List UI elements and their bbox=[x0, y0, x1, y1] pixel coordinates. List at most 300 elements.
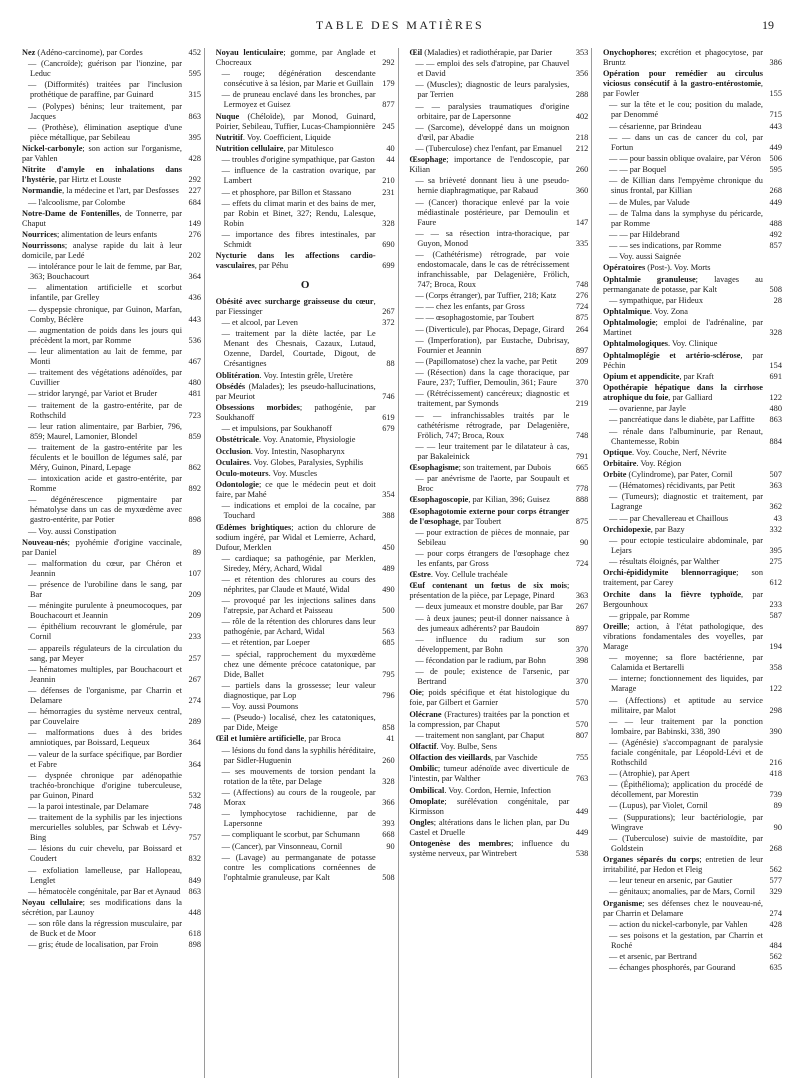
entry-text: Opium et appendicite, par Kraft bbox=[602, 371, 714, 381]
index-entry bbox=[603, 525, 782, 535]
entry-text: — leur alimentation au lait de femme, par Monti bbox=[28, 347, 182, 366]
entry-text: — traitement de la gastro-entérite par les féculents et le bouillon de légumes salé, par Méry, Guinon, Pinard, Lepage bbox=[28, 442, 182, 472]
index-subentry bbox=[22, 813, 201, 843]
index-entry bbox=[409, 155, 588, 175]
index-subentry bbox=[603, 557, 782, 567]
entry-page: 618 bbox=[188, 929, 201, 939]
entry-page: 746 bbox=[382, 391, 395, 401]
entry-page: 570 bbox=[575, 719, 589, 729]
index-entry bbox=[216, 297, 395, 317]
entry-page: 863 bbox=[188, 111, 201, 121]
index-subentry bbox=[216, 809, 395, 829]
index-entry bbox=[603, 339, 782, 349]
entry-page: 857 bbox=[769, 241, 782, 251]
index-entry bbox=[216, 469, 395, 479]
entry-text: Ophtalmique. Voy. Zona bbox=[602, 307, 688, 316]
entry-text: — dyspepsie chronique, par Guinon, Marfan, Comby, Béclère bbox=[28, 304, 182, 324]
entry-text: Nouveau-nés; pyohémie d'origine vaccinale, par Daniel bbox=[22, 537, 182, 557]
entry-text: — malformation du cœur, par Chéron et Jeannin bbox=[28, 558, 182, 578]
entry-text: — (Cancer) thoracique enlevé par la voie médiastinale postérieure, par Demoulin et Faure bbox=[415, 197, 570, 227]
entry-text: — et impulsions, par Soukhanoff bbox=[221, 424, 332, 434]
entry-text: — (Rétrécissement) cancéreux; diagnostic et traitement, par Symonds bbox=[415, 389, 570, 409]
entry-text: Nuque (Chéloïde), par Monod, Guinard, Poirier, Sebileau, Tuffier, Lucas-Championnière bbox=[215, 111, 376, 131]
entry-text: — (Diverticule), par Phocas, Depage, Girard bbox=[415, 324, 565, 334]
entry-page: 398 bbox=[575, 656, 589, 665]
entry-text: — résultats éloignés, par Walther bbox=[608, 557, 720, 567]
entry-text: — (Suppurations); leur bactériologie, par Wingrave bbox=[608, 812, 763, 832]
index-subentry bbox=[216, 199, 395, 229]
index-subentry bbox=[22, 389, 201, 399]
column-4 bbox=[603, 48, 782, 1078]
entry-text: Oculo-moteurs. Voy. Muscles bbox=[215, 468, 318, 478]
entry-text: Orchi-épididymite blennorragique; son traitement, par Carey bbox=[602, 568, 763, 588]
entry-page: 89 bbox=[773, 801, 782, 811]
entry-page: 370 bbox=[575, 378, 589, 388]
entry-page: 448 bbox=[188, 907, 201, 917]
entry-text: — (Tumeurs); diagnostic et traitement, par Lagrange bbox=[608, 492, 763, 512]
entry-text: Œsophage; importance de l'endoscopie, par Kilian bbox=[409, 155, 570, 175]
entry-page: 219 bbox=[575, 399, 589, 409]
entry-page: 147 bbox=[575, 217, 589, 227]
index-subentry bbox=[409, 549, 588, 569]
index-subentry bbox=[603, 154, 782, 164]
index-entry bbox=[409, 688, 588, 708]
entry-text: — alimentation artificielle et scorbut infantile, par Grelley bbox=[28, 283, 182, 303]
entry-text: Ombilic; tumeur adénoïde avec diverticule de l'intestin, par Walther bbox=[409, 764, 570, 784]
index-subentry bbox=[603, 876, 782, 886]
index-entry bbox=[409, 463, 588, 473]
entry-page: 724 bbox=[575, 558, 589, 568]
entry-page: 739 bbox=[769, 790, 782, 800]
entry-page: 898 bbox=[188, 515, 201, 525]
entry-page: 402 bbox=[575, 111, 589, 121]
entry-text: Noyau cellulaire; ses modifications dans la sécrétion, par Launoy bbox=[22, 897, 182, 917]
index-entry bbox=[409, 48, 588, 58]
index-subentry bbox=[216, 69, 395, 89]
index-entry bbox=[409, 753, 588, 763]
entry-page: 88 bbox=[386, 359, 395, 369]
entry-text: — hémorragies du système nerveux central, par Couvelaire bbox=[28, 707, 182, 727]
index-entry bbox=[22, 144, 201, 164]
entry-text: Organes séparés du corps; entretien de leur irritabilité, par Hedon et Fleig bbox=[602, 855, 763, 874]
entry-page: 275 bbox=[769, 557, 782, 567]
entry-text: Nutrition cellulaire, par Mitulesco bbox=[215, 143, 334, 153]
entry-text: — leur ration alimentaire, par Barbier, 796, 859; Maurel, Lamonier, Blondel bbox=[28, 421, 182, 441]
index-entry bbox=[603, 275, 782, 295]
entry-text: Obésité avec surcharge graisseuse du cœur, par Fiessinger bbox=[215, 297, 376, 317]
index-subentry bbox=[603, 198, 782, 208]
index-subentry bbox=[216, 638, 395, 648]
entry-page: 587 bbox=[769, 610, 782, 620]
entry-text: — sur la tête et le cou; position du malade, par Denommé bbox=[608, 100, 763, 120]
entry-text: — dyspnée chronique par adénopathie trachéo-bronchique d'origine tuberculeuse, par Guinon, Pinard bbox=[28, 770, 182, 800]
entry-page: 875 bbox=[575, 313, 589, 323]
entry-text: — césarienne, par Brindeau bbox=[608, 121, 702, 131]
entry-page: 90 bbox=[580, 537, 589, 547]
entry-text: Olécrane (Fractures) traitées par la ponction et la compression, par Chaput bbox=[409, 709, 570, 729]
entry-text: — — ses indications, par Romme bbox=[608, 241, 722, 251]
entry-text: Orbitaire. Voy. Région bbox=[602, 458, 682, 468]
index-subentry bbox=[603, 492, 782, 512]
entry-text: — — par Boquel bbox=[608, 165, 667, 175]
index-subentry bbox=[603, 674, 782, 694]
entry-text: Œil (Maladies) et radiothérapie, par Darier bbox=[409, 48, 553, 57]
entry-page: 149 bbox=[188, 218, 201, 228]
entry-page: 723 bbox=[188, 410, 201, 420]
entry-page: 209 bbox=[188, 590, 201, 600]
entry-page: 595 bbox=[188, 69, 201, 79]
entry-page: 679 bbox=[382, 424, 395, 434]
index-entry bbox=[22, 241, 201, 261]
index-subentry bbox=[216, 166, 395, 186]
index-subentry bbox=[22, 771, 201, 801]
index-subentry bbox=[409, 528, 588, 548]
entry-text: Orbite (Cylindrome), par Pater, Cornil bbox=[602, 470, 733, 480]
index-subentry bbox=[409, 102, 588, 122]
entry-text: Opératoires (Post-). Voy. Morts bbox=[602, 263, 711, 273]
entry-text: — fécondation par le radium, par Bohn bbox=[415, 656, 546, 665]
entry-page: 292 bbox=[382, 58, 395, 67]
entry-text: — et alcool, par Leven bbox=[221, 318, 298, 328]
index-entry bbox=[603, 383, 782, 403]
entry-text: Olfaction des vieillards, par Vaschide bbox=[409, 753, 538, 763]
index-subentry bbox=[603, 133, 782, 153]
entry-text: — (Tuberculose) chez l'enfant, par Emanuel bbox=[415, 143, 563, 153]
column-1 bbox=[22, 48, 205, 1078]
index-subentry bbox=[216, 853, 395, 883]
entry-text: Nitrite d'amyle en inhalations dans l'hystérie, par Hirtz et Louste bbox=[22, 165, 182, 185]
entry-text: — (Résection) dans la cage thoracique, par Faure, 237; Tuffier, Demoulin, 361; Faure bbox=[415, 368, 570, 388]
entry-page: 892 bbox=[188, 484, 201, 494]
entry-text: — la paroi intestinale, par Delamare bbox=[28, 801, 149, 811]
index-subentry bbox=[22, 368, 201, 388]
page-header bbox=[0, 0, 800, 40]
index-subentry bbox=[22, 305, 201, 325]
entry-page: 443 bbox=[769, 121, 782, 131]
entry-page: 298 bbox=[769, 705, 782, 715]
index-entry bbox=[216, 371, 395, 381]
entry-page: 577 bbox=[769, 876, 782, 886]
entry-text: Opération pour remédier au circulus viciosus consécutif à la gastro-entérostomie, par Fowler bbox=[602, 69, 763, 99]
index-subentry bbox=[409, 368, 588, 388]
index-subentry bbox=[22, 198, 201, 208]
entry-text: Nutritif. Voy. Coefficient, Liquide bbox=[215, 132, 331, 142]
index-subentry bbox=[409, 336, 588, 356]
index-subentry bbox=[216, 746, 395, 766]
index-entry bbox=[603, 470, 782, 480]
entry-page: 209 bbox=[575, 357, 589, 366]
entry-page: 863 bbox=[769, 415, 782, 425]
entry-page: 267 bbox=[575, 602, 589, 612]
index-subentry bbox=[22, 401, 201, 421]
entry-page: 452 bbox=[188, 48, 201, 57]
entry-page: 370 bbox=[575, 644, 589, 654]
entry-text: — — par Chevallereau et Chaillous bbox=[608, 513, 729, 523]
index-subentry bbox=[216, 830, 395, 840]
index-subentry bbox=[603, 404, 782, 414]
entry-page: 538 bbox=[575, 849, 589, 859]
index-entry bbox=[22, 165, 201, 185]
index-subentry bbox=[603, 717, 782, 737]
entry-text: — son rôle dans la régression musculaire, par de Buck et de Moor bbox=[28, 919, 182, 939]
entry-text: Œsophagotomie externe pour corps étranger de l'œsophage, par Toubert bbox=[409, 506, 570, 526]
index-subentry bbox=[409, 614, 588, 634]
index-subentry bbox=[409, 198, 588, 228]
entry-text: — de poule; existence de l'arsenic, par Bertrand bbox=[415, 667, 570, 687]
index-entry bbox=[409, 742, 588, 752]
entry-text: — sympathique, par Hideux bbox=[608, 295, 703, 305]
entry-page: 562 bbox=[769, 952, 782, 962]
entry-page: 507 bbox=[769, 470, 782, 480]
index-subentry bbox=[603, 769, 782, 779]
entry-page: 724 bbox=[575, 302, 589, 312]
entry-text: — (Corps étranger), par Tuffier, 218; Katz bbox=[415, 291, 557, 301]
entry-text: — pancréatique dans le diabète, par Laffitte bbox=[608, 415, 755, 425]
entry-text: Ongles; altérations dans le lichen plan, par Du Castel et Druelle bbox=[409, 817, 570, 837]
entry-text: — traitement par la diète lactée, par Le Menant des Chesnais, Cazaux, Lutaud, Ozenne, Dardel, Courtade, Digout, de Crésantignes bbox=[221, 329, 376, 369]
entry-page: 335 bbox=[575, 238, 589, 248]
entry-page: 363 bbox=[575, 591, 589, 601]
index-subentry bbox=[409, 250, 588, 290]
entry-page: 315 bbox=[188, 90, 201, 100]
index-entry bbox=[409, 797, 588, 817]
index-entry bbox=[409, 764, 588, 784]
entry-text: — importance des fibres intestinales, par Schmidt bbox=[221, 229, 376, 249]
entry-page: 233 bbox=[769, 599, 782, 609]
entry-text: — gris; étude de localisation, par Froin bbox=[28, 940, 159, 950]
entry-page: 480 bbox=[769, 404, 782, 414]
entry-text: — (Polypes) bénins; leur traitement, par Jacques bbox=[28, 101, 182, 121]
index-subentry bbox=[603, 952, 782, 962]
column-2 bbox=[216, 48, 399, 1078]
index-subentry bbox=[603, 241, 782, 251]
entry-text: — — paralysies traumatiques d'origine orbitaire, par de Lapersonne bbox=[415, 101, 570, 121]
entry-page: 328 bbox=[382, 218, 395, 228]
entry-text: — — pour bassin oblique ovalaire, par Véron bbox=[608, 153, 761, 163]
entry-page: 449 bbox=[575, 827, 589, 837]
index-subentry bbox=[409, 357, 588, 367]
index-subentry bbox=[216, 596, 395, 616]
entry-page: 862 bbox=[188, 462, 201, 472]
index-subentry bbox=[603, 920, 782, 930]
entry-text: — (Cathétérisme) rétrograde, par voie endostomacale, dans le cas de rétrécissement infranchissable, par Delagenière, Frölich, 747; Broca, Roux bbox=[415, 249, 570, 289]
index-subentry bbox=[409, 389, 588, 409]
entry-page: 748 bbox=[188, 801, 201, 811]
entry-page: 289 bbox=[188, 717, 201, 727]
entry-text: — Voy. aussi Poumons bbox=[221, 702, 299, 711]
entry-page: 274 bbox=[188, 696, 201, 705]
index-subentry bbox=[216, 188, 395, 198]
index-subentry bbox=[216, 155, 395, 165]
entry-page: 212 bbox=[575, 143, 589, 153]
entry-page: 370 bbox=[575, 677, 589, 687]
index-subentry bbox=[603, 514, 782, 524]
entry-text: — (Affections) au cours de la rougeole, par Morax bbox=[221, 787, 376, 807]
entry-page: 791 bbox=[575, 451, 589, 461]
entry-text: — leur teneur en arsenic, par Gautier bbox=[608, 876, 733, 886]
entry-text: — — sa résection intra-thoracique, par Guyon, Monod bbox=[415, 228, 570, 248]
entry-page: 668 bbox=[382, 830, 395, 840]
index-subentry bbox=[409, 144, 588, 154]
entry-text: Œstre. Voy. Cellule trachéale bbox=[409, 570, 508, 580]
index-subentry bbox=[603, 230, 782, 240]
index-subentry bbox=[409, 667, 588, 687]
index-subentry bbox=[22, 707, 201, 727]
index-subentry bbox=[22, 580, 201, 600]
entry-page: 210 bbox=[382, 176, 395, 186]
index-entry bbox=[409, 818, 588, 838]
entry-text: — influence du radium sur son développement, par Bohn bbox=[415, 634, 570, 654]
index-entry bbox=[216, 480, 395, 500]
index-subentry bbox=[22, 844, 201, 864]
entry-text: — pour corps étrangers de l'œsophage chez les enfants, par Gross bbox=[415, 548, 570, 568]
index-subentry bbox=[216, 617, 395, 637]
index-subentry bbox=[22, 527, 201, 537]
entry-page: 260 bbox=[382, 755, 395, 765]
entry-page: 179 bbox=[382, 79, 395, 89]
index-entry bbox=[22, 186, 201, 196]
index-subentry bbox=[22, 802, 201, 812]
entry-text: — et phosphore, par Billon et Stassano bbox=[221, 187, 352, 197]
entry-text: Noyau lenticulaire; gomme, par Anglade et Chocreaux bbox=[215, 48, 376, 67]
entry-page: 209 bbox=[188, 611, 201, 621]
index-subentry bbox=[22, 422, 201, 442]
entry-text: — épithélium recouvrant le glomérule, par Cornil bbox=[28, 622, 182, 642]
entry-text: — — par Hildebrand bbox=[608, 229, 680, 239]
entry-page: 267 bbox=[188, 674, 201, 684]
entry-page: 366 bbox=[382, 797, 395, 807]
index-entry bbox=[603, 590, 782, 610]
entry-page: 363 bbox=[769, 481, 782, 491]
entry-page: 888 bbox=[575, 495, 589, 505]
index-subentry bbox=[409, 176, 588, 196]
entry-text: — à deux jaunes; peut-il donner naissance à des jumeaux adhérents? par Baudoin bbox=[415, 613, 570, 633]
index-subentry bbox=[22, 919, 201, 939]
entry-page: 395 bbox=[769, 546, 782, 555]
entry-page: 508 bbox=[769, 284, 782, 294]
index-subentry bbox=[216, 650, 395, 680]
index-subentry bbox=[603, 415, 782, 425]
entry-page: 570 bbox=[575, 698, 589, 708]
index-entry bbox=[216, 734, 395, 744]
entry-page: 89 bbox=[192, 547, 201, 557]
entry-page: 90 bbox=[386, 841, 395, 851]
entry-text: — — emploi des sels d'atropine, par Chauvel et David bbox=[415, 59, 570, 79]
index-subentry bbox=[603, 931, 782, 951]
entry-page: 699 bbox=[382, 261, 395, 271]
index-entry bbox=[409, 581, 588, 601]
index-entry bbox=[603, 622, 782, 652]
entry-text: Ontogenèse des membres; influence du système nerveux, par Wintrebert bbox=[409, 839, 570, 859]
entry-page: 155 bbox=[769, 89, 782, 99]
entry-page: 388 bbox=[382, 511, 395, 521]
index-entry bbox=[409, 710, 588, 730]
entry-text: Oculaires. Voy. Globes, Paralysies, Syphilis bbox=[215, 457, 364, 467]
entry-text: — (Pseudo-) localisé, chez les catatoniques, par Dide, Meige bbox=[221, 713, 376, 733]
index-subentry bbox=[409, 229, 588, 249]
index-subentry bbox=[216, 681, 395, 701]
entry-page: 233 bbox=[188, 632, 201, 642]
index-entry bbox=[22, 538, 201, 558]
index-subentry bbox=[22, 326, 201, 346]
entry-text: Obsédés (Malades); les pseudo-hallucinations, par Meuriot bbox=[215, 381, 376, 401]
index-subentry bbox=[216, 554, 395, 574]
index-subentry bbox=[22, 123, 201, 143]
entry-text: Nourrices; alimentation de leurs enfants bbox=[22, 229, 158, 239]
index-entry bbox=[22, 209, 201, 229]
index-entry bbox=[409, 839, 588, 859]
entry-text: — (Difformités) traitées par l'inclusion prothétique de paraffine, par Guinard bbox=[28, 80, 182, 100]
entry-text: Obsessions morbides; pathogénie, par Soukhanoff bbox=[215, 403, 376, 422]
entry-page: 875 bbox=[575, 516, 589, 526]
entry-text: — spécial, rapprochement du myxœdème chez une démente précoce catatonique, par Dide, Ballet bbox=[221, 649, 376, 679]
entry-text: — traitement de la gastro-entérite, par de Rothschild bbox=[28, 400, 182, 420]
entry-text: Orchidopexie, par Bazy bbox=[602, 524, 685, 534]
index-entry bbox=[409, 495, 588, 505]
entry-text: — deux jumeaux et monstre double, par Bar bbox=[415, 602, 563, 612]
index-subentry bbox=[216, 424, 395, 434]
entry-page: 863 bbox=[188, 886, 201, 896]
entry-text: — Voy. aussi Constipation bbox=[28, 526, 117, 536]
index-entry bbox=[22, 230, 201, 240]
entry-text: Organisme; ses défenses chez le nouveau-né, par Charrin et Delamare bbox=[602, 898, 763, 918]
entry-page: 795 bbox=[382, 669, 395, 679]
entry-text: Odontologie; ce que le médecin peut et doit faire, par Mahé bbox=[215, 480, 376, 500]
entry-page: 332 bbox=[769, 524, 782, 534]
index-subentry bbox=[22, 347, 201, 367]
index-subentry bbox=[409, 325, 588, 335]
entry-page: 267 bbox=[382, 307, 395, 317]
entry-page: 395 bbox=[188, 132, 201, 142]
index-subentry bbox=[216, 575, 395, 595]
index-entry bbox=[603, 351, 782, 371]
index-subentry bbox=[22, 283, 201, 303]
index-subentry bbox=[22, 474, 201, 494]
running-title: TABLE DES MATIÈRES bbox=[315, 18, 485, 32]
entry-text: — exfoliation lamelleuse, par Hallopeau, Lenglet bbox=[28, 865, 182, 885]
entry-text: — stridor laryngé, par Variot et Bruder bbox=[28, 389, 158, 399]
entry-text: — traitement de la syphilis par les injections mercurielles solubles, par Schwab et Lévy-Bing bbox=[28, 813, 182, 843]
entry-page: 859 bbox=[188, 431, 201, 441]
entry-text: Ophtalmologie; emploi de l'adrénaline, par Martinet bbox=[602, 318, 763, 338]
entry-text: Olfactif. Voy. Bulbe, Sens bbox=[409, 741, 497, 751]
index-entry bbox=[216, 48, 395, 68]
entry-text: Nourrissons; analyse rapide du lait à leur domicile, par Ledé bbox=[22, 241, 182, 261]
entry-text: — ses poisons et la gestation, par Charrin et Roché bbox=[608, 930, 763, 950]
index-subentry bbox=[216, 501, 395, 521]
entry-page: 329 bbox=[769, 887, 782, 897]
entry-text: — effets du climat marin et des bains de mer, par Robin et Binet, 327; Rendu, Lalesque, Robin bbox=[221, 198, 376, 228]
entry-text: — et rétention des chlorures au cours des néphrites, par Claude et Mauté, Widal bbox=[221, 574, 376, 594]
entry-text: — augmentation de poids dans les jours qui précèdent la mort, par Romme bbox=[28, 325, 182, 345]
index-entry bbox=[603, 263, 782, 273]
entry-page: 508 bbox=[382, 872, 395, 882]
entry-text: — Voy. aussi Saignée bbox=[608, 252, 681, 262]
entry-text: — de Killian dans l'empyème chronique du sinus frontal, par Killian bbox=[608, 176, 763, 196]
index-entry bbox=[22, 48, 201, 58]
entry-page: 748 bbox=[575, 279, 589, 289]
entry-page: 107 bbox=[188, 568, 201, 578]
entry-text: — et rétention, par Loeper bbox=[221, 638, 310, 648]
entry-page: 194 bbox=[769, 641, 782, 651]
index-subentry bbox=[216, 329, 395, 369]
entry-page: 274 bbox=[769, 908, 782, 918]
entry-text: — (Lavage) au permanganate de potasse contre les complications cornéennes de l'ophtalmie granuleuse, par Kalt bbox=[221, 852, 376, 882]
entry-page: 202 bbox=[188, 251, 201, 261]
entry-page: 492 bbox=[769, 229, 782, 239]
entry-text: Ophtalmoplégie et artério-sclérose, par Péchin bbox=[602, 350, 763, 370]
entry-page: 276 bbox=[188, 229, 201, 239]
